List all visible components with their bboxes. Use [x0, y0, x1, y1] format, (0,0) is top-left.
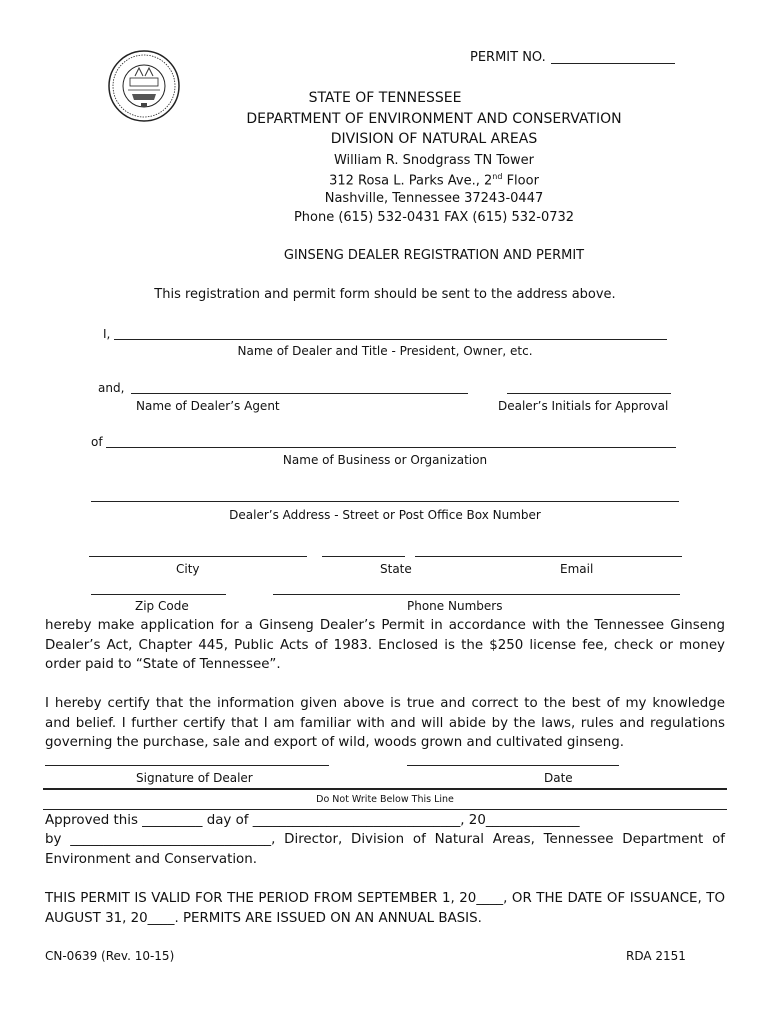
zip-field[interactable] — [91, 594, 226, 595]
rda-number: RDA 2151 — [626, 949, 686, 963]
date-label: Date — [544, 771, 573, 785]
state-field[interactable] — [322, 556, 405, 557]
instruction: This registration and permit form should be sent to the address above. — [154, 287, 616, 302]
phone-field[interactable] — [273, 594, 680, 595]
phone-label: Phone Numbers — [407, 599, 503, 613]
permit-number-label: PERMIT NO. — [470, 50, 546, 65]
agent-name-field[interactable] — [131, 393, 468, 394]
phone-fax: Phone (615) 532-0431 FAX (615) 532-0732 — [293, 210, 575, 225]
address-label: Dealer’s Address - Street or Post Office Box Number — [229, 508, 541, 522]
application-statement: hereby make application for a Ginseng Dealer’s Permit in accordance with the Tennessee Ginseng Dealer’s Act, Chapter 445, Public Acts of 1983. Enclosed is the $250 license fee, check or money order paid to “State of Tennessee”. — [45, 618, 725, 672]
form-title: GINSENG DEALER REGISTRATION AND PERMIT — [283, 248, 585, 263]
department-title: DEPARTMENT OF ENVIRONMENT AND CONSERVATION — [246, 111, 622, 127]
agent-label: Name of Dealer’s Agent — [136, 399, 280, 413]
of-prefix: of — [91, 435, 103, 449]
division-title: DIVISION OF NATURAL AREAS — [330, 131, 538, 147]
dealer-name-label: Name of Dealer and Title - President, Owner, etc. — [237, 344, 533, 358]
i-prefix: I, — [103, 327, 111, 341]
street-floor: Floor — [502, 173, 539, 189]
email-label: Email — [560, 562, 594, 576]
certification-statement: I hereby certify that the information given above is true and correct to the best of my knowledge and belief. I further certify that I am familiar with and will abide by the laws, rules and regulations governing the purchase, sale and export of wild, woods grown and cultivated ginseng. — [45, 696, 725, 750]
state-label: State — [380, 562, 412, 576]
address-street — [49, 172, 770, 188]
signature-label: Signature of Dealer — [136, 771, 253, 785]
business-label: Name of Business or Organization — [282, 453, 488, 467]
street-text: 312 Rosa L. Parks Ave., 2 — [329, 173, 493, 189]
business-name-field[interactable] — [106, 447, 676, 448]
initials-label: Dealer’s Initials for Approval — [498, 399, 669, 413]
city-label: City — [176, 562, 200, 576]
address-building: William R. Snodgrass TN Tower — [333, 153, 534, 168]
dealer-name-field[interactable] — [114, 339, 667, 340]
approved-by-line: by ______________________________, Director, Division of Natural Areas, Tennessee Department of Environment and Conservation. — [45, 832, 725, 867]
dealer-initials-field[interactable] — [507, 393, 671, 394]
address-field[interactable] — [91, 501, 679, 502]
permit-number-field[interactable] — [551, 63, 675, 64]
city-field[interactable] — [89, 556, 307, 557]
email-field[interactable] — [415, 556, 682, 557]
form-code: CN-0639 (Rev. 10-15) — [45, 949, 175, 963]
office-use-divider — [43, 788, 727, 810]
state-title: STATE OF TENNESSEE — [308, 90, 462, 106]
do-not-write-label: Do Not Write Below This Line — [316, 794, 454, 805]
approved-line: Approved this _________ day of _______________________________, 20______________ — [45, 813, 580, 828]
signature-field[interactable] — [45, 765, 329, 766]
street-sup: nd — [492, 172, 503, 181]
validity-statement: THIS PERMIT IS VALID FOR THE PERIOD FROM SEPTEMBER 1, 20____, OR THE DATE OF ISSUANCE, TO AUGUST 31, 20____. PERMITS ARE ISSUED ON AN ANNUAL BASIS. — [45, 891, 725, 926]
zip-label: Zip Code — [135, 599, 189, 613]
permit-number — [470, 50, 546, 65]
address-city: Nashville, Tennessee 37243-0447 — [324, 191, 544, 206]
date-field[interactable] — [407, 765, 619, 766]
and-prefix: and, — [98, 381, 125, 395]
